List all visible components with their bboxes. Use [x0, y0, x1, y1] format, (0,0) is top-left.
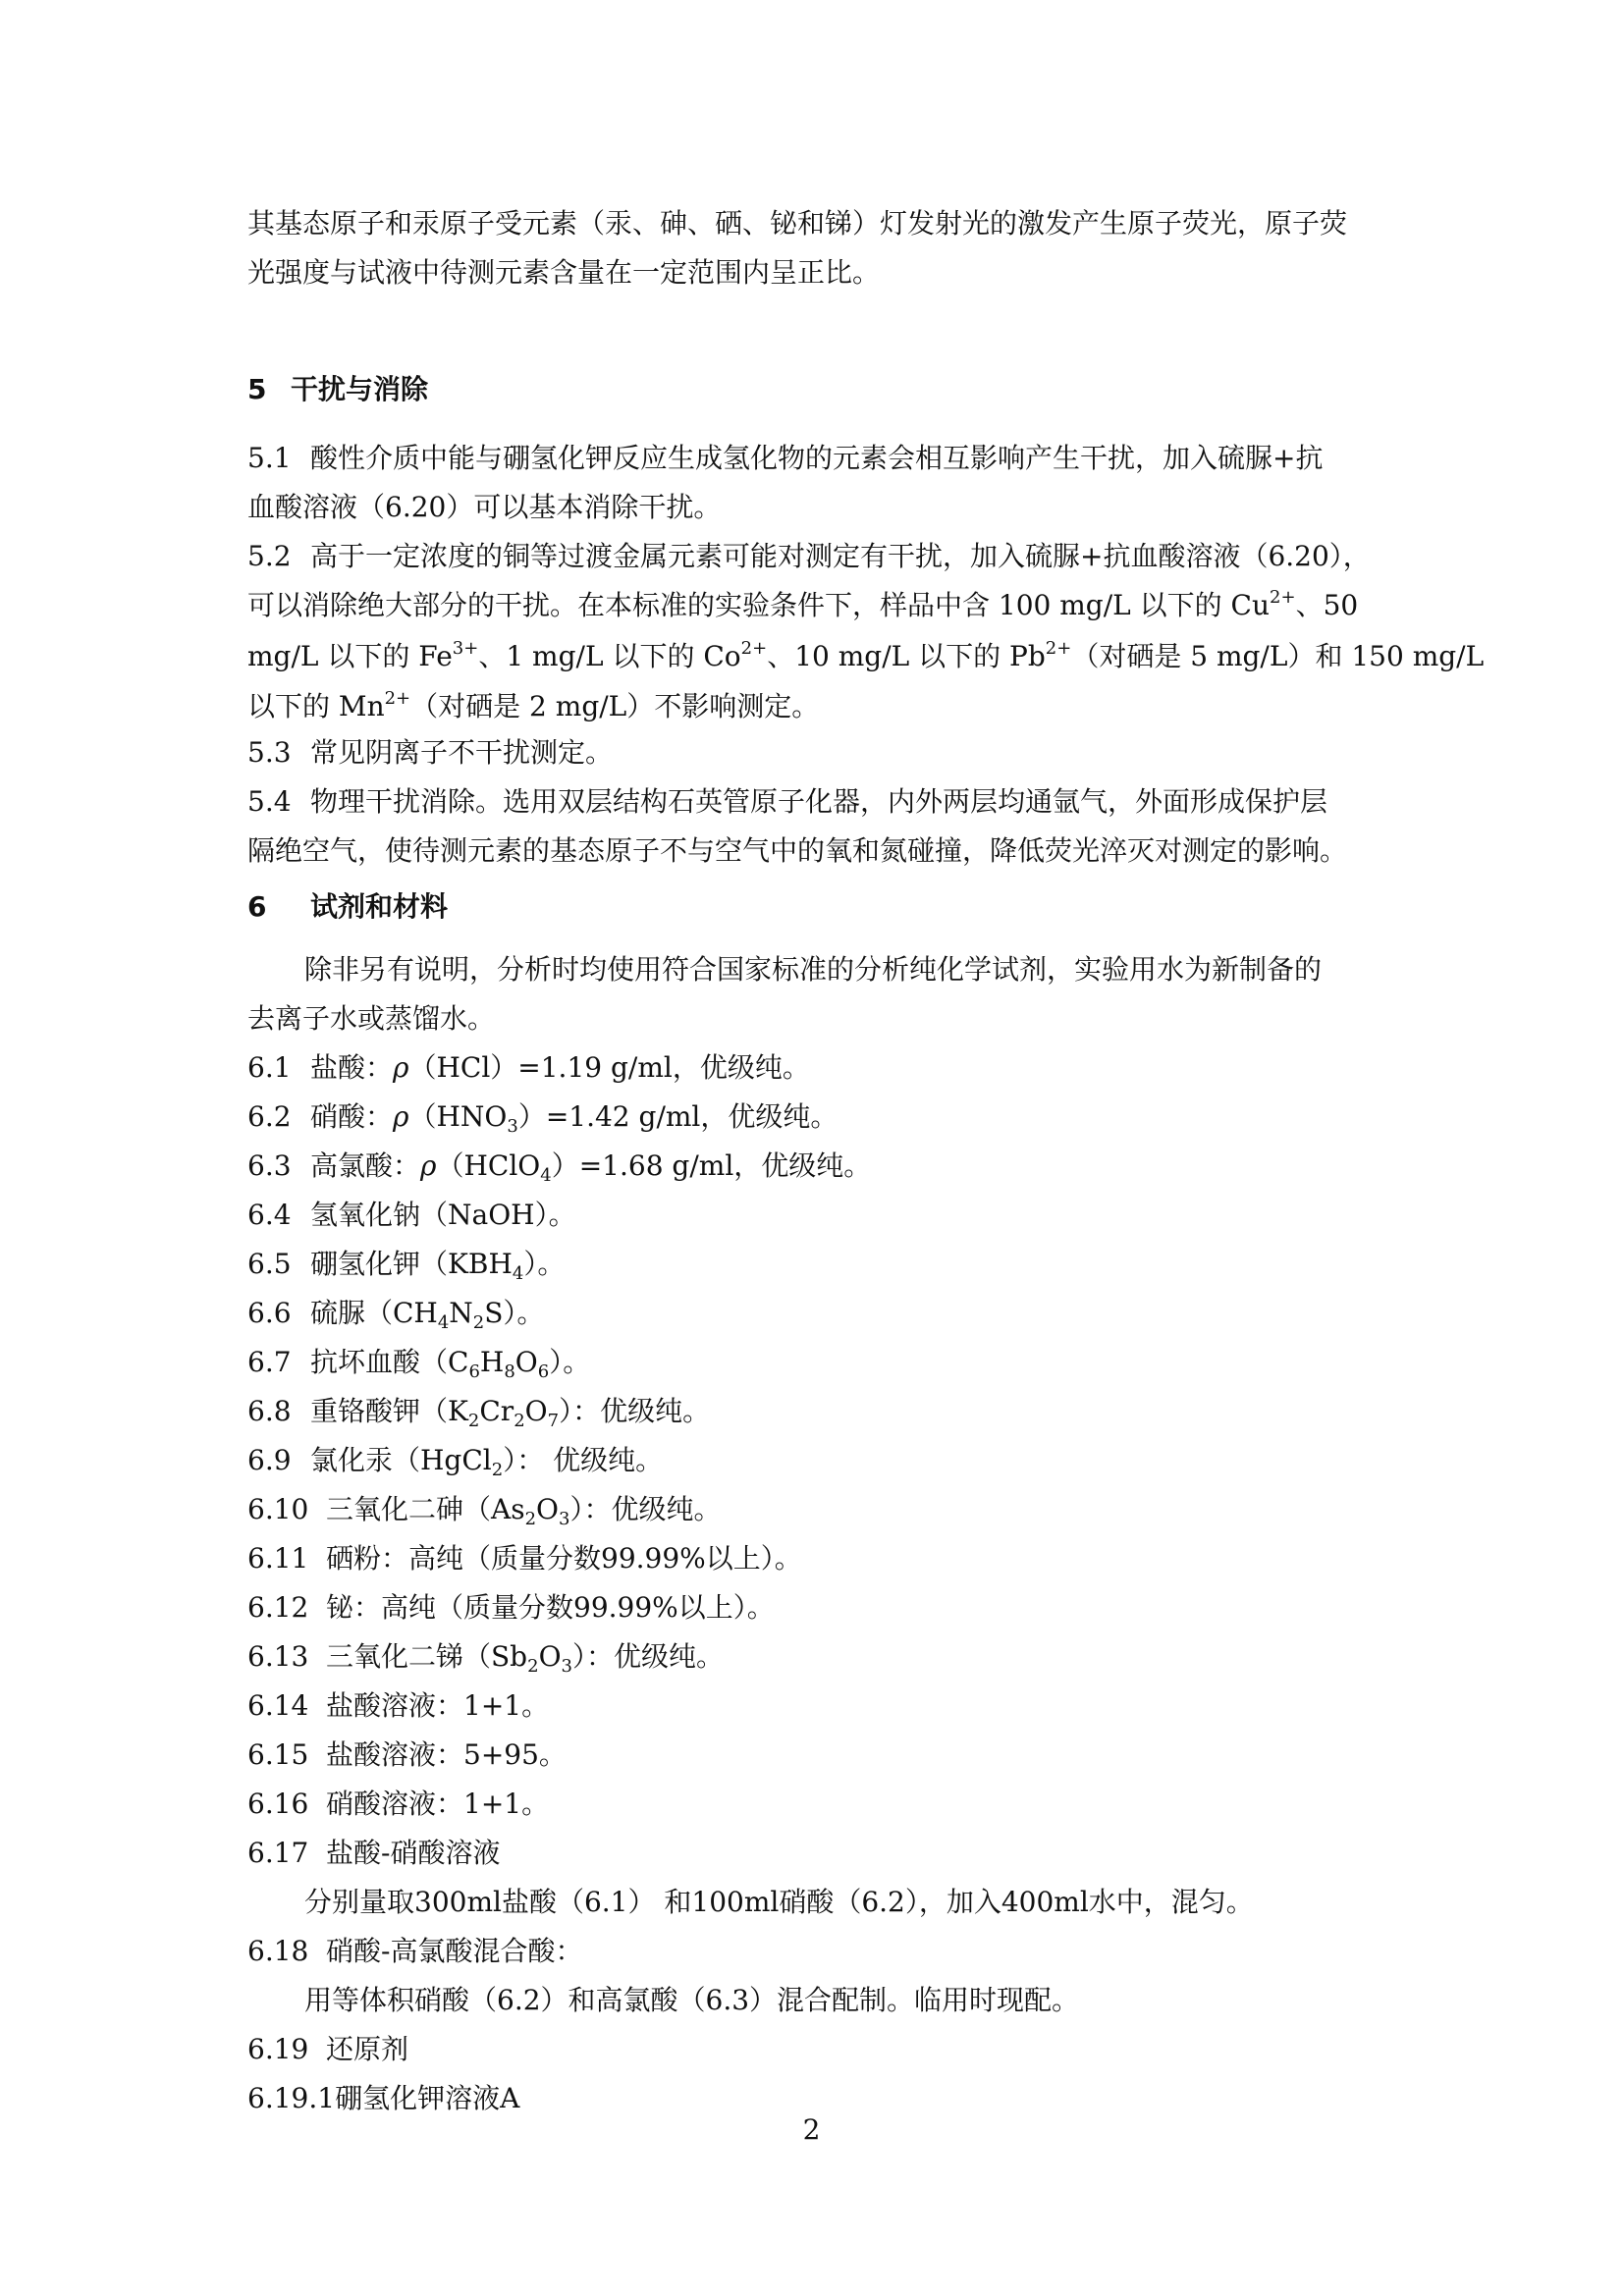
list-item-6-17: 6.17 盐酸-硝酸溶液: [247, 1837, 501, 1869]
paragraph-5-2-cont: 可以消除绝大部分的干扰。在本标准的实验条件下，样品中含 100 mg/L 以下的 $Cu^{2+}$、50: [247, 587, 1359, 621]
paragraph-5-4: 5.4 物理干扰消除。选用双层结构石英管原子化器，内外两层均通氩气，外面形成保护层: [247, 785, 1328, 818]
paragraph-5-2-cont: mg/L 以下的 $Fe^{3+}$、1 mg/L 以下的 $Co^{2+}$、10 mg/L 以下的 $Pb^{2+}$（对硒是 5 mg/L）和 150 mg/L: [247, 638, 1485, 672]
paragraph-5-2-cont: 以下的 $Mn^{2+}$（对硒是 2 mg/L）不影响测定。: [247, 688, 820, 722]
section-6-heading: 6 试剂和材料: [247, 890, 449, 923]
page-number: 2: [802, 2113, 821, 2146]
list-item-6-17-desc: 分别量取300ml盐酸（6.1） 和100ml硝酸（6.2），加入400ml水中，混匀。: [304, 1886, 1254, 1918]
list-item-6-4: 6.4 氢氧化钠（NaOH）。: [247, 1199, 576, 1231]
list-item-6-18: 6.18 硝酸-高氯酸混合酸：: [247, 1935, 583, 1967]
list-item-6-3: 6.3 高氯酸：ρ（HClO$_4$）=1.68 g/ml，优级纯。: [247, 1149, 872, 1186]
list-item-6-6: 6.6 硫脲$(CH_4N_2S)$。: [247, 1297, 545, 1333]
list-item-6-19-1: 6.19.1硼氢化钾溶液A: [247, 2082, 520, 2114]
paragraph-5-2: 5.2 高于一定浓度的铜等过渡金属元素可能对测定有干扰，加入硫脲+抗血酸溶液（6.20），: [247, 540, 1371, 572]
intro-line: 其基态原子和汞原子受元素（汞、砷、硒、铋和锑）灯发射光的激发产生原子荧光，原子荧: [247, 207, 1348, 240]
list-item-6-12: 6.12 铋：高纯（质量分数99.99%以上）。: [247, 1591, 775, 1624]
intro-line: 光强度与试液中待测元素含量在一定范围内呈正比。: [247, 256, 881, 289]
list-item-6-18-desc: 用等体积硝酸（6.2）和高氯酸（6.3）混合配制。临用时现配。: [304, 1984, 1080, 2016]
list-item-6-11: 6.11 硒粉：高纯（质量分数99.99%以上）。: [247, 1542, 802, 1575]
list-item-6-8: 6.8 重铬酸钾$(K_2Cr_2O_7)$：优级纯。: [247, 1395, 711, 1431]
list-item-6-15: 6.15 盐酸溶液：5+95。: [247, 1738, 567, 1771]
paragraph-5-4-cont: 隔绝空气，使待测元素的基态原子不与空气中的氧和氮碰撞，降低荧光淬灭对测定的影响。: [247, 834, 1348, 867]
section-6-intro: 除非另有说明，分析时均使用符合国家标准的分析纯化学试剂，实验用水为新制备的: [304, 953, 1323, 986]
list-item-6-5: 6.5 硼氢化钾$(KBH_4)$。: [247, 1248, 566, 1284]
list-item-6-7: 6.7 抗坏血酸$(C_6H_8O_6)$。: [247, 1346, 591, 1382]
list-item-6-13: 6.13 三氧化二锑$(Sb_2O_3)$：优级纯。: [247, 1640, 724, 1677]
list-item-6-19: 6.19 还原剂: [247, 2033, 409, 2065]
list-item-6-2: 6.2 硝酸：$\rho(HNO_3)=1.42$ g/ml，优级纯。: [247, 1100, 839, 1137]
list-item-6-14: 6.14 盐酸溶液：1+1。: [247, 1689, 550, 1722]
paragraph-5-1: 5.1 酸性介质中能与硼氢化钾反应生成氢化物的元素会相互影响产生干扰，加入硫脲+抗: [247, 442, 1324, 474]
section-5-heading: 5 干扰与消除: [247, 373, 429, 405]
paragraph-5-3: 5.3 常见阴离子不干扰测定。: [247, 736, 614, 769]
list-item-6-9: 6.9 氯化汞（HgCl$_2$）： 优级纯。: [247, 1444, 664, 1480]
list-item-6-1: 6.1 盐酸：ρ（HCl）=1.19 g/ml，优级纯。: [247, 1051, 810, 1084]
list-item-6-16: 6.16 硝酸溶液：1+1。: [247, 1788, 550, 1820]
list-item-6-10: 6.10 三氧化二砷$(As_2O_3)$：优级纯。: [247, 1493, 722, 1529]
paragraph-5-1-cont: 血酸溶液（6.20）可以基本消除干扰。: [247, 491, 722, 523]
section-6-intro-cont: 去离子水或蒸馏水。: [247, 1002, 496, 1035]
